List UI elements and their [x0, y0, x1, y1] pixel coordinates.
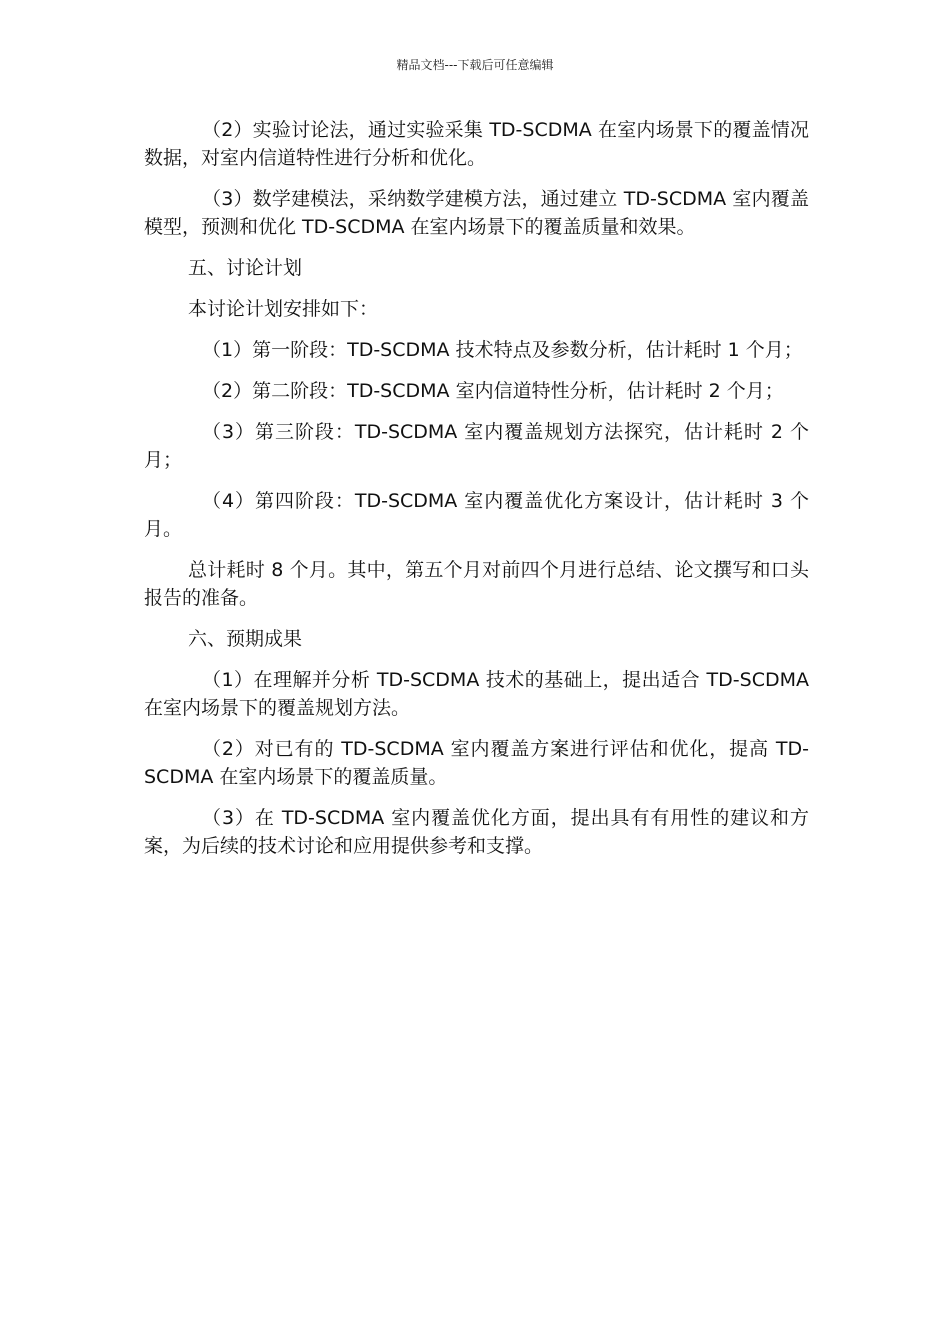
- plan-stage-3: （3）第三阶段：TD-SCDMA 室内覆盖规划方法探究，估计耗时 2 个月；: [144, 421, 809, 471]
- document-body: [144, 116, 809, 873]
- plan-summary: 总计耗时 8 个月。其中，第五个月对前四个月进行总结、论文撰写和口头报告的准备。: [144, 559, 809, 609]
- plan-stage-4: （4）第四阶段：TD-SCDMA 室内覆盖优化方案设计，估计耗时 3 个月。: [144, 490, 809, 540]
- result-item-2: （2）对已有的 TD-SCDMA 室内覆盖方案进行评估和优化，提高 TD-SCDMA 在室内场景下的覆盖质量。: [144, 738, 809, 788]
- result-item-3: （3）在 TD-SCDMA 室内覆盖优化方面，提出具有有用性的建议和方案，为后续的技术讨论和应用提供参考和支撑。: [144, 807, 809, 857]
- page-header: 精品文档---下载后可任意编辑: [396, 58, 554, 72]
- method-item-2: （2）实验讨论法，通过实验采集 TD-SCDMA 在室内场景下的覆盖情况数据，对室内信道特性进行分析和优化。: [144, 119, 809, 169]
- plan-stage-1: （1）第一阶段：TD-SCDMA 技术特点及参数分析，估计耗时 1 个月；: [202, 339, 803, 361]
- plan-intro: 本讨论计划安排如下：: [188, 298, 379, 320]
- result-item-1: （1）在理解并分析 TD-SCDMA 技术的基础上，提出适合 TD-SCDMA 在室内场景下的覆盖规划方法。: [144, 669, 809, 719]
- section-heading-results: 六、预期成果: [188, 628, 303, 650]
- section-heading-plan: 五、讨论计划: [188, 257, 303, 279]
- plan-stage-2: （2）第二阶段：TD-SCDMA 室内信道特性分析，估计耗时 2 个月；: [202, 380, 784, 402]
- method-item-3: （3）数学建模法，采纳数学建模方法，通过建立 TD-SCDMA 室内覆盖模型，预测和优化 TD-SCDMA 在室内场景下的覆盖质量和效果。: [144, 188, 809, 238]
